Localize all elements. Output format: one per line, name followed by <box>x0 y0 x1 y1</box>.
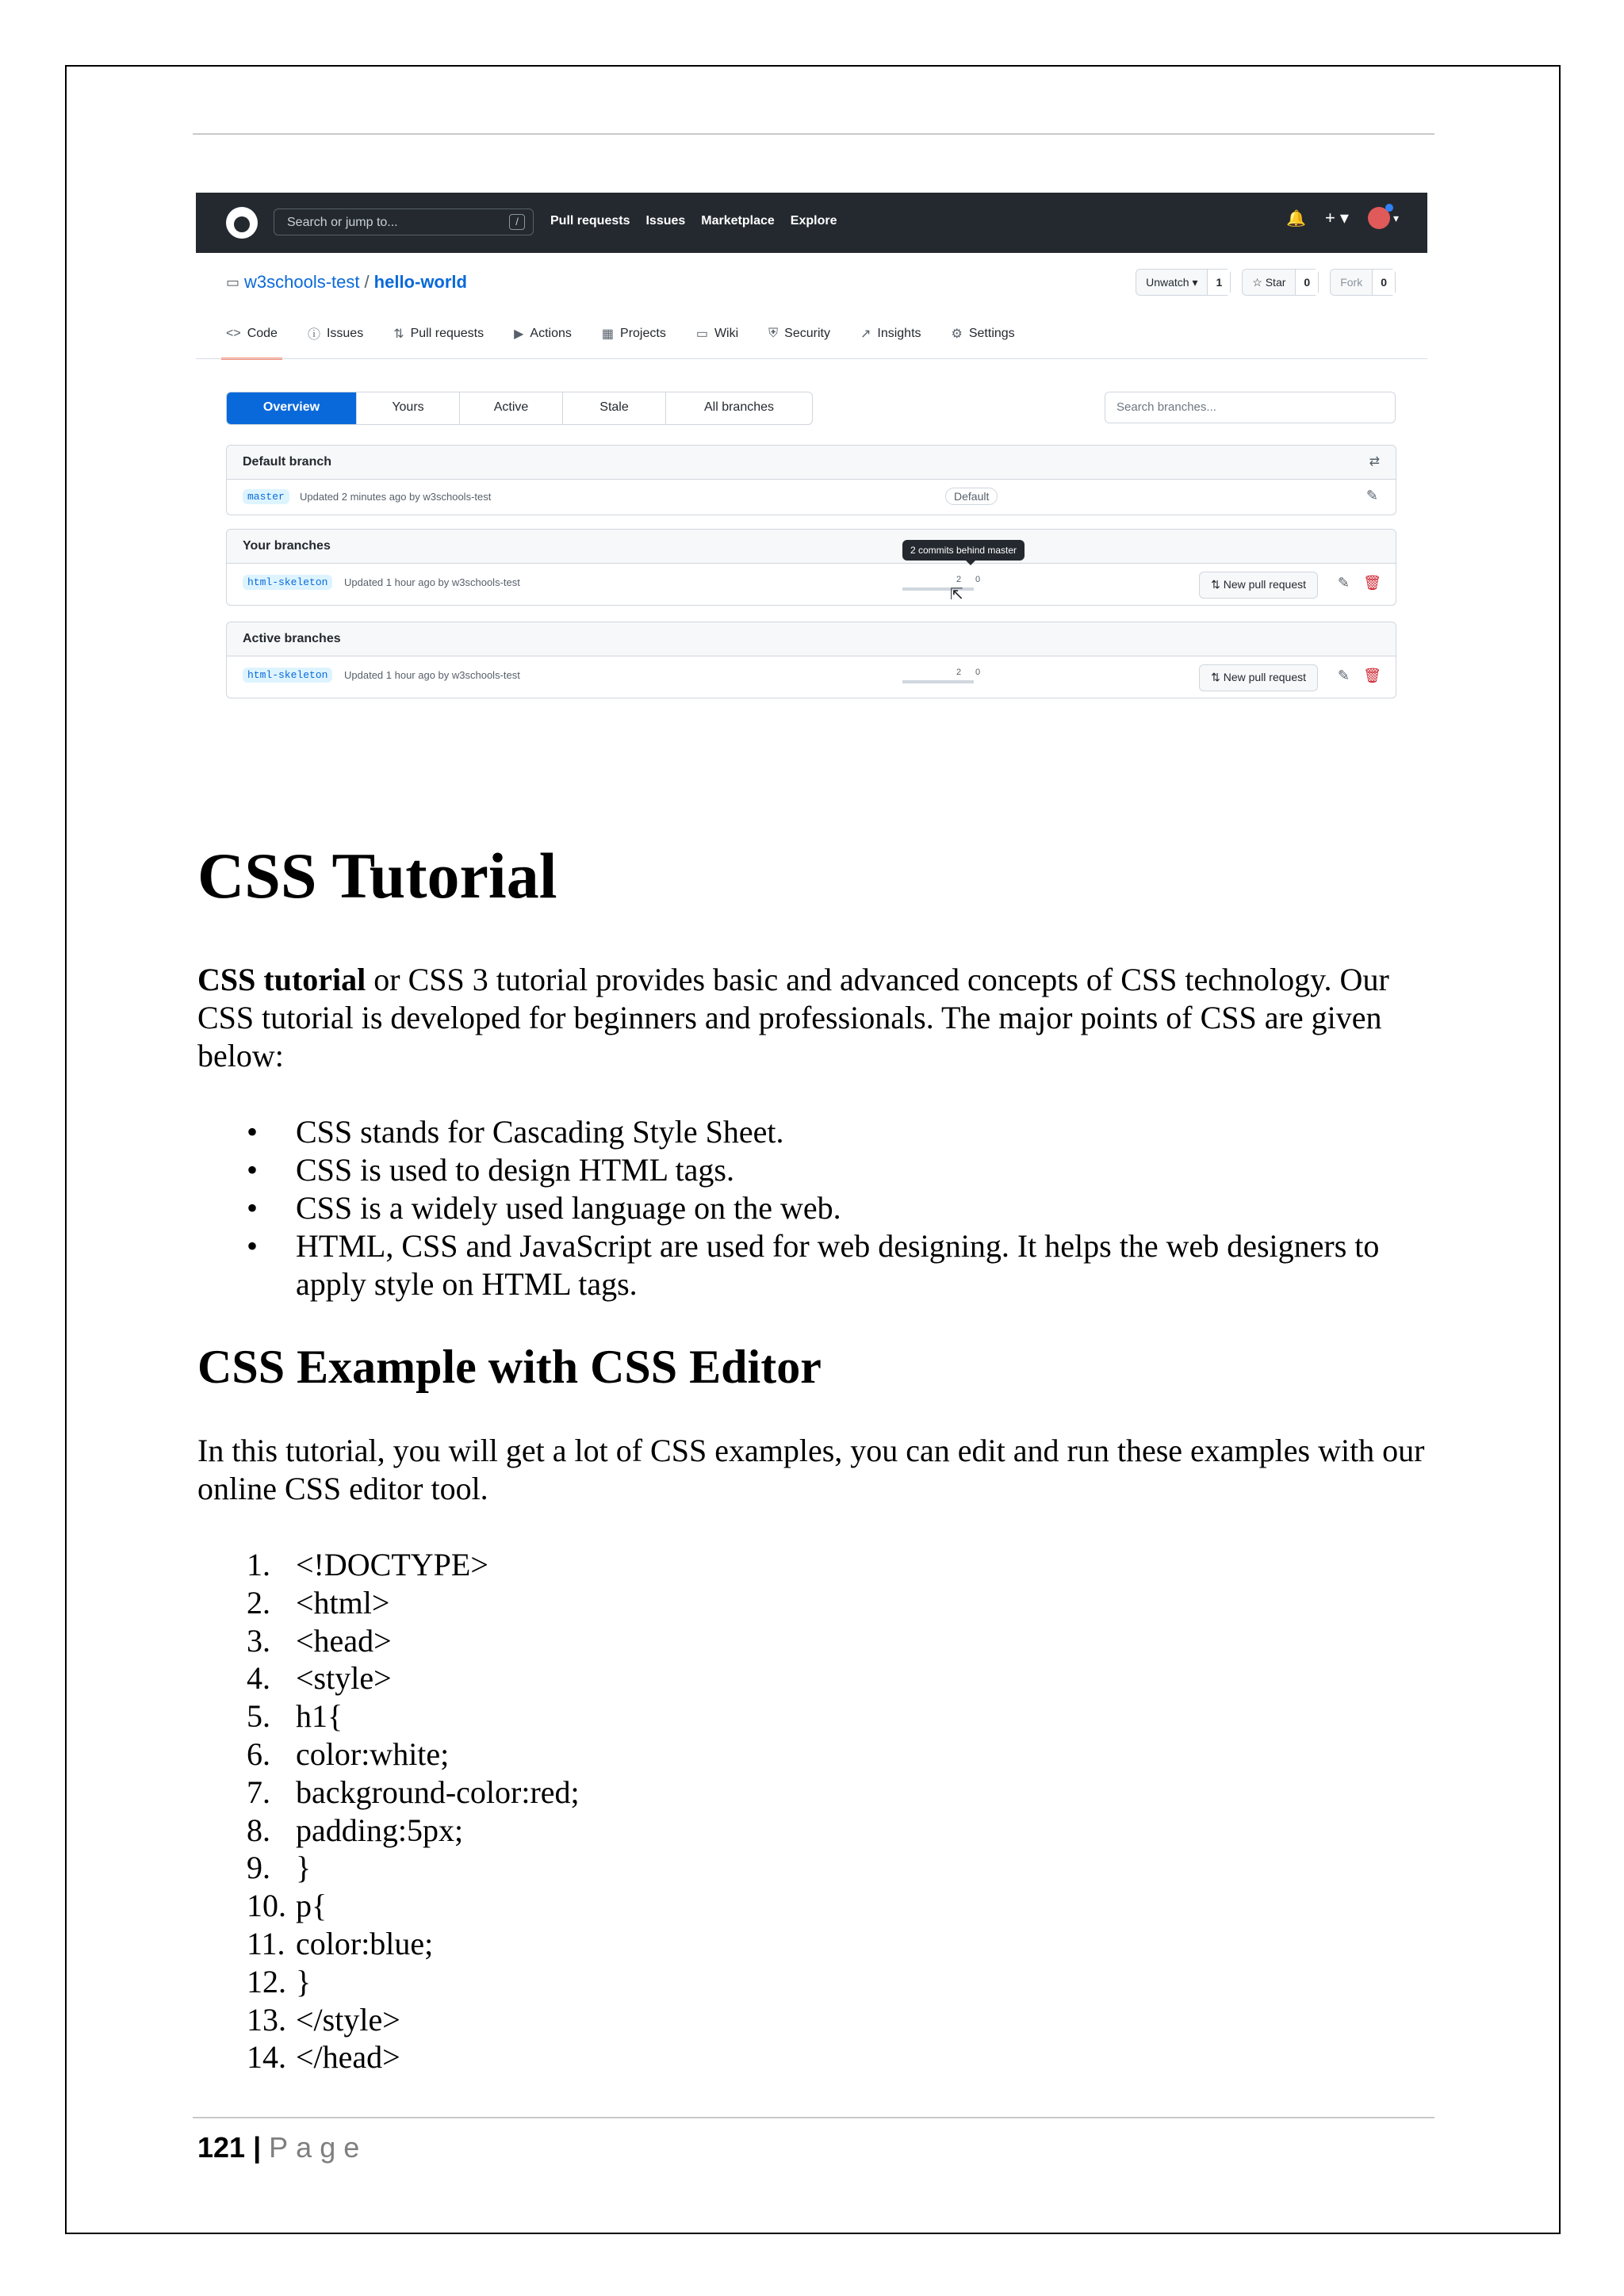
line-number: 3. <box>247 1622 270 1659</box>
list-item: • HTML, CSS and JavaScript are used for web designing. It helps the web designers to apply style on HTML tags. <box>197 1227 1434 1303</box>
tab-label: Issues <box>326 326 364 340</box>
branch-name-link[interactable]: html-skeleton <box>243 575 332 590</box>
fork-count: 0 <box>1372 270 1395 295</box>
switch-default-icon[interactable]: ⇄ <box>1369 455 1380 469</box>
star-button[interactable] <box>1242 269 1319 296</box>
your-branches-header <box>227 530 1396 564</box>
code-line <box>197 1887 580 1925</box>
tab-code[interactable] <box>226 324 278 360</box>
box-title: Active branches <box>243 632 341 645</box>
branch-filter-tabs <box>226 392 813 425</box>
code-line <box>197 1735 580 1774</box>
your-branches-box <box>226 529 1396 606</box>
list-item: • CSS is used to design HTML tags. <box>197 1151 1434 1189</box>
page-number: 121 <box>197 2131 246 2164</box>
star-count: 0 <box>1295 270 1318 295</box>
projects-icon: ▦ <box>601 327 615 341</box>
unwatch-count: 1 <box>1207 270 1230 295</box>
default-branch-box <box>226 445 1396 515</box>
line-number: 13. <box>247 2001 286 2038</box>
repo-separator: / <box>364 272 370 292</box>
pencil-icon[interactable]: ✎ <box>1337 575 1350 591</box>
button-label: New pull request <box>1223 671 1306 683</box>
unwatch-button[interactable] <box>1136 269 1231 296</box>
header-rule <box>193 133 1434 135</box>
code-line <box>197 1963 580 2001</box>
search-shortcut-key: / <box>509 214 525 230</box>
tab-insights[interactable] <box>860 324 921 360</box>
fork-button[interactable] <box>1330 269 1396 296</box>
repo-icon: ▭ <box>226 274 240 290</box>
nav-pull-requests[interactable]: Pull requests <box>550 214 630 228</box>
line-number: 11. <box>247 1925 285 1961</box>
tab-label: Settings <box>968 326 1015 340</box>
unwatch-label: Unwatch ▾ <box>1146 276 1198 289</box>
key-points-list <box>197 1113 1434 1303</box>
code-line <box>197 1584 580 1622</box>
line-text: color:white; <box>296 1735 450 1772</box>
code-line <box>197 1546 580 1584</box>
top-nav <box>550 214 837 228</box>
branch-row <box>227 656 1396 698</box>
tab-issues[interactable] <box>308 324 363 360</box>
pull-request-icon: ⇅ <box>393 327 404 341</box>
line-text: </head> <box>296 2039 400 2076</box>
code-line <box>197 1622 580 1660</box>
code-line <box>197 2038 580 2076</box>
example-paragraph: In this tutorial, you will get a lot of CSS examples, you can edit and run these examples with our online CSS editor tool. <box>197 1433 1425 1506</box>
repo-name-link[interactable]: hello-world <box>373 272 467 292</box>
branch-updated-text: Updated 1 hour ago by w3schools-test <box>344 576 520 588</box>
repo-tabs <box>226 324 1015 360</box>
fork-label: Fork <box>1340 276 1363 289</box>
code-line <box>197 1774 580 1812</box>
page-title: CSS Tutorial <box>197 840 557 912</box>
repo-breadcrumb <box>226 272 467 293</box>
star-label: ☆ Star <box>1252 276 1286 289</box>
line-number: 9. <box>247 1850 270 1886</box>
branch-updated-text: Updated 2 minutes ago by w3schools-test <box>300 491 492 503</box>
box-title: Default branch <box>243 455 332 469</box>
code-icon: <> <box>226 326 241 340</box>
page-label: Page <box>269 2131 368 2164</box>
filter-active[interactable]: Active <box>459 392 562 424</box>
branch-updated-text: Updated 1 hour ago by w3schools-test <box>344 669 520 681</box>
line-number: 4. <box>247 1660 270 1697</box>
nav-explore[interactable]: Explore <box>790 214 837 228</box>
github-top-bar <box>196 193 1427 253</box>
code-line <box>197 1812 580 1850</box>
ahead-count: 0 <box>975 575 981 584</box>
shield-icon: ⛨ <box>768 326 779 340</box>
line-number: 5. <box>247 1698 270 1735</box>
cursor-icon: ⇱ <box>950 586 963 603</box>
intro-text: or CSS 3 tutorial provides basic and advanced concepts of CSS technology. Our CSS tutorial is developed for beginners and professionals. The major points of CSS are given below: <box>197 962 1389 1073</box>
line-number: 8. <box>247 1812 270 1848</box>
code-line <box>197 1849 580 1887</box>
bell-icon[interactable]: 🔔 <box>1286 209 1306 228</box>
repo-owner-link[interactable]: w3schools-test <box>244 272 360 292</box>
graph-icon: ↗ <box>860 327 871 341</box>
new-pull-request-button[interactable]: ⇅ New pull request <box>1199 572 1318 599</box>
tab-settings[interactable] <box>952 324 1015 360</box>
line-text: padding:5px; <box>296 1812 464 1848</box>
tab-label: Projects <box>620 326 666 340</box>
code-listing <box>197 1546 580 2076</box>
line-text: background-color:red; <box>296 1774 580 1810</box>
page-footer <box>197 2131 367 2164</box>
nav-marketplace[interactable]: Marketplace <box>701 214 775 228</box>
line-number: 2. <box>247 1584 270 1621</box>
behind-count: 2 <box>956 668 962 677</box>
tab-label: Security <box>784 326 830 340</box>
commits-behind-tooltip: 2 commits behind master <box>902 540 1025 561</box>
line-text: <!DOCTYPE> <box>296 1547 488 1582</box>
avatar-caret-icon[interactable]: ▾ <box>1392 211 1399 224</box>
tab-wiki[interactable] <box>696 324 738 360</box>
active-branches-box <box>226 622 1396 698</box>
search-placeholder: Search or jump to... <box>287 216 398 229</box>
avatar[interactable] <box>1368 207 1390 229</box>
tab-label: Insights <box>877 326 921 340</box>
footer-rule <box>193 2117 1434 2118</box>
line-number: 10. <box>247 1888 286 1924</box>
default-badge: Default <box>945 488 998 505</box>
line-text: <html> <box>296 1584 390 1621</box>
github-logo-icon[interactable] <box>226 207 258 239</box>
filter-stale[interactable]: Stale <box>562 392 665 424</box>
code-line <box>197 1697 580 1735</box>
line-number: 14. <box>247 2039 286 2076</box>
line-text: } <box>296 1850 312 1886</box>
line-text: <style> <box>296 1660 392 1697</box>
actions-icon: ▶ <box>514 327 524 341</box>
section-heading: CSS Example with CSS Editor <box>197 1341 822 1393</box>
tab-actions[interactable] <box>514 324 572 360</box>
line-text: } <box>296 1963 312 1999</box>
pencil-icon[interactable]: ✎ <box>1337 668 1350 683</box>
branch-row <box>227 480 1396 515</box>
gear-icon: ⚙ <box>951 327 963 341</box>
list-item: • CSS stands for Cascading Style Sheet. <box>197 1113 1434 1151</box>
line-number: 7. <box>247 1774 270 1810</box>
line-number: 6. <box>247 1735 270 1772</box>
list-item: • CSS is a widely used language on the web. <box>197 1189 1434 1227</box>
repo-actions <box>1136 269 1396 296</box>
tab-divider <box>196 358 1427 359</box>
code-line <box>197 1659 580 1697</box>
trash-icon[interactable]: 🗑 <box>1363 668 1381 683</box>
tab-label: Pull requests <box>410 326 485 340</box>
active-branches-header <box>227 622 1396 656</box>
footer-separator: | <box>245 2131 270 2164</box>
trash-icon[interactable]: 🗑 <box>1363 575 1381 591</box>
issues-icon: ⓘ <box>307 328 320 342</box>
code-line <box>197 2001 580 2039</box>
pencil-icon[interactable]: ✎ <box>1365 488 1378 503</box>
filter-all-branches[interactable]: All branches <box>665 392 812 424</box>
branch-name-link[interactable]: master <box>243 489 289 504</box>
line-text: color:blue; <box>296 1925 434 1961</box>
tab-label: Actions <box>530 326 572 340</box>
branch-search-input[interactable]: Search branches... <box>1105 392 1396 423</box>
tab-pull-requests[interactable] <box>393 324 484 360</box>
code-line <box>197 1925 580 1963</box>
line-text: h1{ <box>296 1698 343 1735</box>
tab-security[interactable] <box>768 324 830 360</box>
plus-icon[interactable]: + ▾ <box>1324 208 1349 228</box>
github-screenshot <box>196 193 1427 703</box>
intro-paragraph <box>197 961 1434 1075</box>
new-pull-request-button[interactable]: ⇅ New pull request <box>1199 664 1318 691</box>
line-text: </style> <box>296 2001 400 2038</box>
line-number: 1. <box>247 1547 270 1582</box>
branch-name-link[interactable]: html-skeleton <box>243 668 332 683</box>
line-text: <head> <box>296 1622 392 1659</box>
line-number: 12. <box>247 1963 286 1999</box>
tab-label: Wiki <box>714 326 739 340</box>
tab-label: Code <box>247 326 278 340</box>
nav-issues[interactable]: Issues <box>645 214 686 228</box>
button-label: New pull request <box>1223 578 1306 591</box>
ahead-count: 0 <box>975 668 981 677</box>
box-title: Your branches <box>243 539 331 553</box>
wiki-icon: ▭ <box>695 327 708 341</box>
behind-count: 2 <box>956 575 962 584</box>
tab-projects[interactable] <box>602 324 666 360</box>
line-text: p{ <box>296 1888 327 1924</box>
filter-overview[interactable]: Overview <box>227 392 356 424</box>
intro-bold: CSS tutorial <box>197 962 366 997</box>
filter-yours[interactable]: Yours <box>356 392 459 424</box>
default-branch-header <box>227 446 1396 480</box>
ahead-behind-bar <box>902 680 974 683</box>
search-input[interactable] <box>274 209 534 235</box>
top-right-actions <box>1286 207 1399 229</box>
